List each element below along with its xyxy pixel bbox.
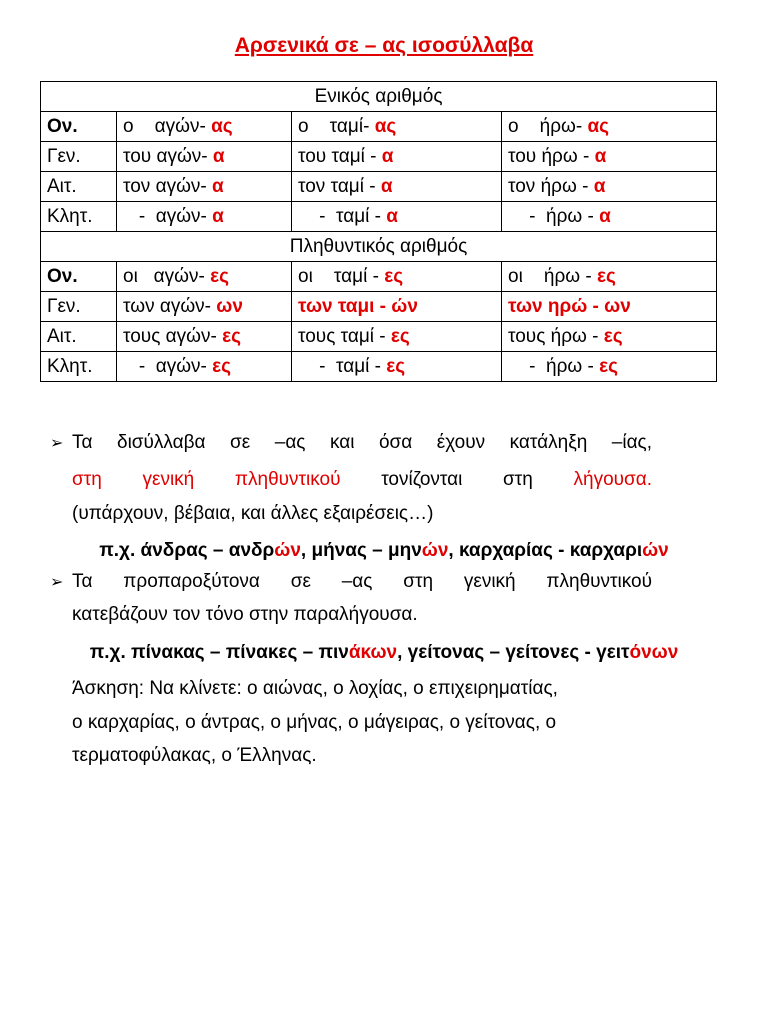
stem-text: ο αγών- xyxy=(123,116,212,137)
declension-cell xyxy=(292,322,502,352)
declension-cell xyxy=(502,172,717,202)
declension-cell xyxy=(502,112,717,142)
table-row xyxy=(41,352,717,382)
ending-text: ας xyxy=(211,116,233,137)
stem-text: - ήρω - xyxy=(508,356,600,377)
stem-text: τον ήρω - xyxy=(508,176,594,197)
rule1-line1: ➢ Τα δισύλλαβα σε –ας και όσα έχουν κατάληξη –ίας, xyxy=(50,432,652,453)
section-header-cell: Ενικός αριθμός xyxy=(41,82,717,112)
section-header-cell: Πληθυντικός αριθμός xyxy=(41,232,717,262)
example2: π.χ. πίνακας – πίνακες – πινάκων, γείτονας – γείτονες - γειτόνων xyxy=(89,642,679,663)
stem-text: τους ταμί - xyxy=(298,326,391,347)
declension-table xyxy=(40,81,717,382)
declension-cell xyxy=(292,352,502,382)
declension-cell xyxy=(502,262,717,292)
declension-cell xyxy=(292,262,502,292)
declension-cell xyxy=(502,352,717,382)
case-label: Κλητ. xyxy=(41,202,117,232)
ending-text: α xyxy=(212,176,224,197)
ending-text: α xyxy=(380,176,393,197)
exercise-line2: ο καρχαρίας, ο άντρας, ο μήνας, ο μάγειρας, ο γείτονας, ο xyxy=(72,712,557,733)
rule1-line2: στη γενική πληθυντικού τονίζονται στη λήγουσα. xyxy=(72,469,653,490)
ending-text: α xyxy=(381,146,394,167)
case-label: Γεν. xyxy=(41,292,117,322)
stem-text: οι ήρω - xyxy=(508,266,597,287)
declension-cell xyxy=(502,322,717,352)
declension-cell xyxy=(292,292,502,322)
declension-cell xyxy=(292,142,502,172)
ending-text: ες xyxy=(597,266,616,287)
case-label: Αιτ. xyxy=(41,172,117,202)
ending-text: ες xyxy=(603,326,623,347)
ending-text: ες xyxy=(222,326,241,347)
declension-cell xyxy=(117,292,292,322)
declension-cell xyxy=(502,202,717,232)
stem-text: οι ταμί - xyxy=(298,266,385,287)
stem-text: του ταμί - xyxy=(298,146,382,167)
ending-text: ες xyxy=(384,266,404,287)
ending-text: των ταμι - ών xyxy=(298,296,418,317)
ending-text: ες xyxy=(386,356,406,377)
table-row xyxy=(41,112,717,142)
stem-text: των αγών- xyxy=(123,296,217,317)
ending-text: α xyxy=(386,206,398,227)
declension-cell xyxy=(117,322,292,352)
ending-text: α xyxy=(212,146,225,167)
stem-text: - αγών- xyxy=(123,356,213,377)
declension-cell xyxy=(117,262,292,292)
ending-text: ες xyxy=(210,266,229,287)
exercise-line1: Άσκηση: Να κλίνετε: ο αιώνας, ο λοχίας, ο επιχειρηματίας, xyxy=(72,678,558,699)
declension-cell xyxy=(502,292,717,322)
arrow-bullet-icon: ➢ xyxy=(50,574,64,591)
declension-cell xyxy=(117,352,292,382)
declension-cell xyxy=(117,202,292,232)
declension-cell xyxy=(117,142,292,172)
stem-text: - ταμί - xyxy=(298,206,387,227)
stem-text: τους ήρω - xyxy=(508,326,604,347)
table-row xyxy=(41,172,717,202)
ending-text: ες xyxy=(599,356,619,377)
case-label: Ον. xyxy=(41,112,117,142)
stem-text: του αγών- xyxy=(123,146,213,167)
table-section-header xyxy=(41,232,717,262)
table-row xyxy=(41,202,717,232)
ending-text: των ηρώ - ων xyxy=(508,296,631,317)
ending-text: α xyxy=(212,206,224,227)
stem-text: οι αγών- xyxy=(123,266,211,287)
declension-cell xyxy=(292,112,502,142)
example1: π.χ. άνδρας – ανδρών, μήνας – μηνών, καρχαρίας - καρχαριών xyxy=(99,540,669,561)
rule1-line3: (υπάρχουν, βέβαια, και άλλες εξαιρέσεις…) xyxy=(72,503,434,524)
stem-text: τον ταμί - xyxy=(298,176,381,197)
ending-text: ας xyxy=(587,116,610,137)
ending-text: ες xyxy=(390,326,410,347)
stem-text: τους αγών- xyxy=(123,326,223,347)
table-row xyxy=(41,262,717,292)
table-row xyxy=(41,322,717,352)
case-label: Αιτ. xyxy=(41,322,117,352)
declension-cell xyxy=(502,142,717,172)
table-row xyxy=(41,142,717,172)
case-label: Γεν. xyxy=(41,142,117,172)
stem-text: - αγών- xyxy=(123,206,213,227)
declension-cell xyxy=(292,172,502,202)
ending-text: α xyxy=(593,176,606,197)
rule2-line2: κατεβάζουν τον τόνο στην παραλήγουσα. xyxy=(72,604,418,625)
declension-cell xyxy=(117,172,292,202)
table-row xyxy=(41,292,717,322)
rule2-line1: ➢ Τα προπαροξύτονα σε –ας στη γενική πληθυντικού xyxy=(50,571,652,592)
ending-text: ες xyxy=(212,356,232,377)
declension-cell xyxy=(292,202,502,232)
stem-text: τον αγών- xyxy=(123,176,213,197)
ending-text: ων xyxy=(216,296,243,317)
ending-text: ας xyxy=(374,116,397,137)
stem-text: ο ήρω- xyxy=(508,116,588,137)
page-title: Αρσενικά σε – ας ισοσύλλαβα xyxy=(234,34,534,57)
stem-text: - ταμί - xyxy=(298,356,387,377)
table-section-header xyxy=(41,82,717,112)
exercise-line3: τερματοφύλακας, ο Έλληνας. xyxy=(72,745,317,766)
stem-text: ο ταμί- xyxy=(298,116,375,137)
stem-text: του ήρω - xyxy=(508,146,595,167)
stem-text: - ήρω - xyxy=(508,206,600,227)
ending-text: α xyxy=(594,146,607,167)
case-label: Κλητ. xyxy=(41,352,117,382)
case-label: Ον. xyxy=(41,262,117,292)
ending-text: α xyxy=(599,206,611,227)
arrow-bullet-icon: ➢ xyxy=(50,435,64,452)
declension-cell xyxy=(117,112,292,142)
